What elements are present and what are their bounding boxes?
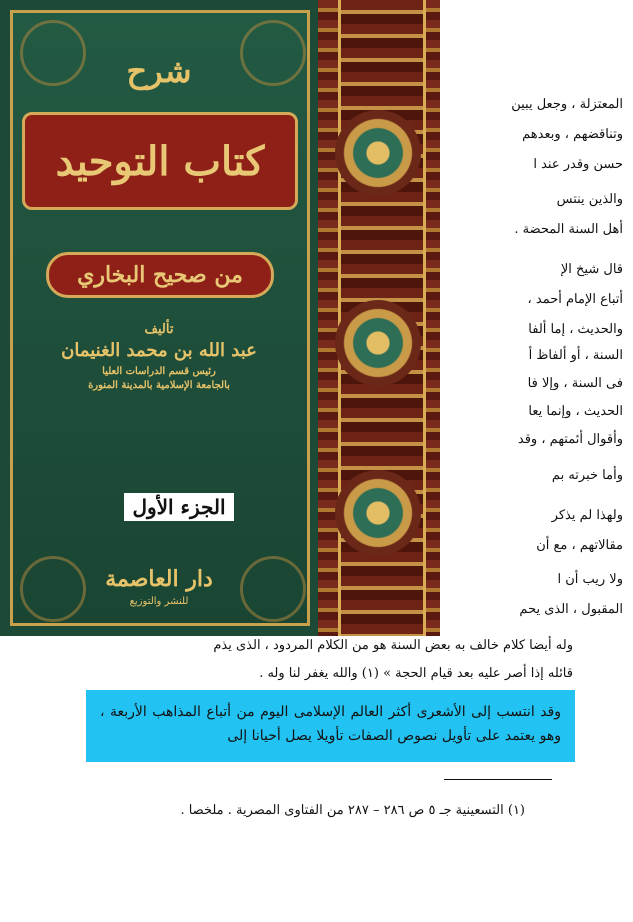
text-line: السنة ، أو ألفاظ أ — [528, 348, 623, 363]
book-cover-image — [0, 0, 440, 636]
cover-subtitle-panel — [46, 252, 274, 298]
footnote-divider — [444, 779, 552, 780]
text-line: المقبول ، الذى يحم — [519, 602, 623, 617]
text-line: أتباع الإمام أحمد ، — [527, 292, 623, 307]
cover-publisher-sub: للنشر والتوزيع — [129, 596, 189, 607]
medallion-icon — [335, 470, 421, 556]
cover-author-role: رئيس قسم الدراسات العليا — [102, 366, 216, 377]
text-line: قال شيخ الإ — [560, 262, 623, 277]
highlighted-passage: وقد انتسب إلى الأشعرى أكثر العالم الإسلامى اليوم من أتباع المذاهب الأربعة ، وهو يعتمد على تأويل نصوص الصفات تأويلا يصل أحيانا إلى — [86, 690, 575, 762]
footnote: (١) التسعينية جـ ٥ ص ٢٨٦ – ٢٨٧ من الفتاوى المصرية . ملخصا . — [180, 803, 525, 818]
text-line: ولا ريب أن ا — [557, 572, 623, 587]
text-line: والذين ينتس — [556, 192, 623, 207]
text-line: فى السنة ، وإلا فا — [527, 376, 623, 391]
cover-author-role: بالجامعة الإسلامية بالمدينة المنورة — [88, 380, 230, 391]
text-line: أهل السنة المحضة . — [514, 222, 623, 237]
cover-publisher: دار العاصمة — [105, 566, 213, 592]
text-line: والحديث ، إما ألفا — [528, 322, 623, 337]
text-line: وله أيضا كلام خالف به بعض السنة هو من الكلام المردود ، الذى يذم — [213, 638, 573, 653]
text-line: مقالاتهم ، مع أن — [536, 538, 623, 553]
cover-title: كتاب التوحيد — [55, 137, 265, 185]
text-line: قائله إذا أصر عليه بعد قيام الحجة » (١) والله يغفر لنا وله . — [259, 666, 573, 681]
text-line: المعتزلة ، وجعل يبين — [511, 97, 623, 112]
cover-author-prefix: تأليف — [144, 322, 174, 337]
text-line: وتناقضهم ، وبعدهم — [522, 127, 623, 142]
text-line: وأما خبرته بم — [551, 468, 623, 483]
text-line: ولهذا لم يذكر — [551, 508, 623, 523]
cover-title-panel — [22, 112, 298, 210]
cover-subtitle: من صحيح البخاري — [77, 262, 243, 288]
cover-author: عبد الله بن محمد الغنيمان — [61, 340, 257, 361]
cover-frame — [10, 10, 310, 626]
text-line: الحديث ، وإنما يعا — [528, 404, 623, 419]
medallion-icon — [335, 300, 421, 386]
text-line: وأقوال أئمتهم ، وقد — [517, 432, 623, 447]
medallion-icon — [335, 110, 421, 196]
cover-top-word: شرح — [126, 52, 192, 90]
text-line: حسن وقدر عند ا — [533, 157, 623, 172]
volume-label: الجزء الأول — [124, 493, 234, 521]
